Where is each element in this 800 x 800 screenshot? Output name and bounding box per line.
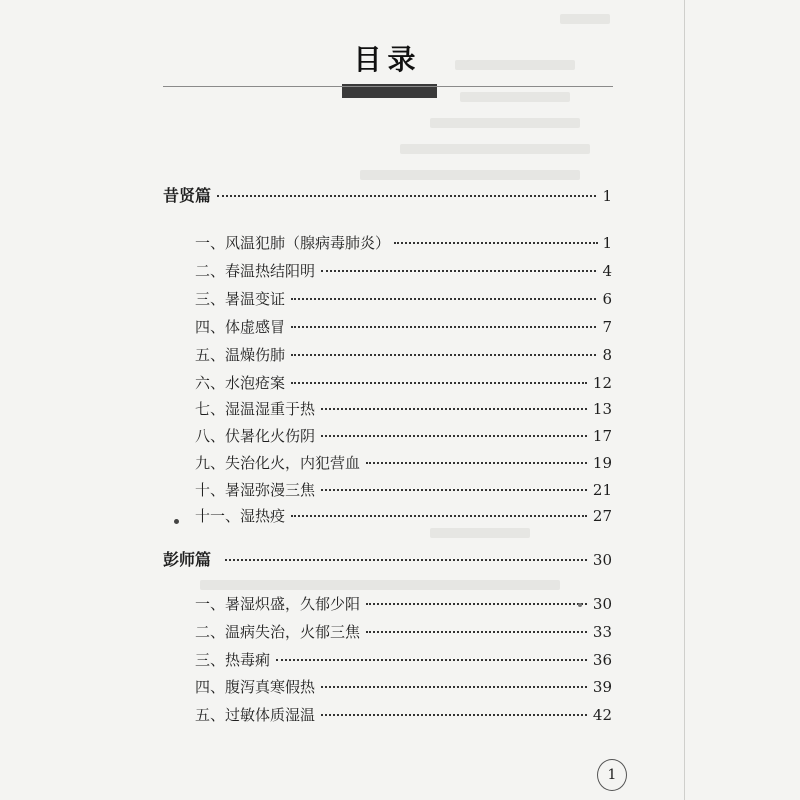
entry-title: 三、热毒痢 [195, 651, 271, 669]
dot-leader [321, 435, 587, 437]
page-number: 7 [602, 318, 612, 336]
toc-section-row[interactable] [163, 186, 612, 206]
entry-title: 八、伏暑化火伤阴 [195, 427, 316, 445]
page-number: 39 [592, 678, 612, 696]
show-through [430, 528, 530, 538]
page-number: 19 [592, 454, 612, 472]
entry-title: 二、春温热结阳明 [195, 262, 316, 280]
toc-entry[interactable] [195, 705, 612, 725]
page-number: 1 [602, 234, 612, 252]
dot-leader [321, 489, 587, 491]
dot-leader [291, 354, 596, 356]
page-number: 21 [592, 481, 612, 499]
toc-entry[interactable] [195, 345, 612, 365]
stray-mark [578, 603, 582, 607]
dot-leader [291, 515, 587, 517]
entry-title: 十、暑湿弥漫三焦 [195, 481, 316, 499]
toc-section-row[interactable] [163, 550, 612, 570]
dot-leader [321, 270, 596, 272]
show-through [430, 118, 580, 128]
page-number: 6 [602, 290, 612, 308]
entry-title: 一、暑湿炽盛，久郁少阳 [195, 595, 361, 613]
page-number: 1 [602, 187, 612, 205]
dot-leader [217, 195, 596, 197]
show-through [360, 170, 580, 180]
toc-entry[interactable] [195, 261, 612, 281]
page-edge-shadow [684, 0, 685, 800]
toc-entry[interactable] [195, 677, 612, 697]
entry-title: 六、水泡疮案 [195, 374, 286, 392]
page-number: 30 [592, 595, 612, 613]
section-title: 彭师篇 [163, 550, 212, 569]
toc-entry[interactable] [195, 480, 612, 500]
page-number: 12 [592, 374, 612, 392]
toc-entry[interactable] [195, 453, 612, 473]
toc-entry[interactable] [195, 399, 612, 419]
dot-leader [276, 659, 587, 661]
entry-title: 五、温燥伤肺 [195, 346, 286, 364]
entry-title: 五、过敏体质湿温 [195, 706, 316, 724]
dot-leader [366, 631, 587, 633]
dot-leader [394, 242, 598, 244]
dot-leader [291, 326, 596, 328]
dot-leader [291, 382, 587, 384]
show-through [460, 92, 570, 102]
toc-entry[interactable] [195, 289, 612, 309]
page-number: 4 [602, 262, 612, 280]
page-number: 13 [592, 400, 612, 418]
page-number: 27 [592, 507, 612, 525]
toc-entry[interactable] [195, 373, 612, 393]
page-title: 目录 [353, 43, 422, 76]
dot-leader [321, 408, 587, 410]
entry-title: 九、失治化火，内犯营血 [195, 454, 361, 472]
section-title: 昔贤篇 [163, 186, 212, 205]
page-number: 33 [592, 623, 612, 641]
folio-page-number: 1 [597, 759, 627, 791]
dot-leader [291, 298, 596, 300]
page-number: 36 [592, 651, 612, 669]
toc-title-block [340, 42, 435, 102]
entry-title: 十一、湿热疫 [195, 507, 286, 525]
page-number: 42 [592, 706, 612, 724]
toc-entry[interactable] [195, 622, 612, 642]
show-through [400, 144, 590, 154]
toc-entry[interactable] [195, 650, 612, 670]
toc-entry[interactable] [195, 233, 612, 253]
page-number: 30 [592, 551, 612, 569]
entry-title: 四、腹泻真寒假热 [195, 678, 316, 696]
dot-leader [321, 686, 587, 688]
toc-entry[interactable] [195, 426, 612, 446]
stray-mark [174, 519, 179, 524]
entry-title: 二、温病失治，火郁三焦 [195, 623, 361, 641]
toc-entry[interactable] [195, 594, 612, 614]
show-through [200, 580, 560, 590]
header-rule [163, 86, 613, 87]
dot-leader [225, 559, 587, 561]
show-through [455, 60, 575, 70]
entry-title: 七、湿温湿重于热 [195, 400, 316, 418]
page-number: 8 [602, 346, 612, 364]
entry-title: 三、暑温变证 [195, 290, 286, 308]
toc-entry[interactable] [195, 506, 612, 526]
show-through [560, 14, 610, 24]
toc-entry[interactable] [195, 317, 612, 337]
entry-title: 四、体虚感冒 [195, 318, 286, 336]
page-number: 17 [592, 427, 612, 445]
dot-leader [321, 714, 587, 716]
dot-leader [366, 603, 587, 605]
dot-leader [366, 462, 587, 464]
entry-title: 一、风温犯肺（腺病毒肺炎） [195, 234, 391, 252]
